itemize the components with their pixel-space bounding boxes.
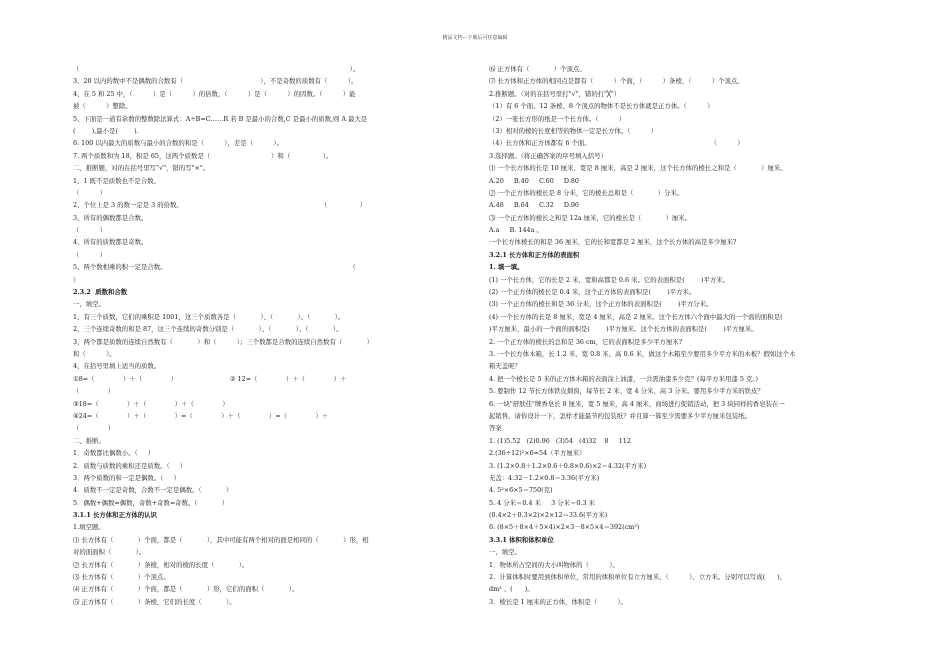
right-text-line: （3）相对的棱的长度相等的物体一定是长方体。（ ） [489,126,658,135]
left-text-line: ⑸ 正方体有（ ）条棱，它们的长度（ ）。 [73,597,236,606]
left-text-line: （ ） [73,250,107,259]
left-text-line: 2、三个连续奇数的和是 87，这三个连续的奇数分别是（ ）、（ ）、（ ）。 [73,325,343,334]
left-text-line: ④24=（ ）＋（ ）=（ ）＋（ ）=（ ）＋ [73,411,329,420]
right-text-line: )平方厘米，最小的一个面的面积是( )平方厘米。这个长方体的表面积是( )平方厘米。 [489,325,758,334]
right-text-line: 3. 一个长方体木箱，长 1.2 米、宽 0.8 米、高 0.6 米，做这个木箱至少要用多少平方米的木板？假如这个木 [489,349,796,358]
right-text-line: （4）长方体和正方体都有 6 个面。 （ ） [489,139,744,148]
left-text-line: ⑷ 正方体有（ ）个面，都是（ ）形，它们的面积（ ）。 [73,585,299,594]
right-text-line: ⑴ 一个长方体的长是 10 厘米，宽是 8 厘米，高是 2 厘米，这个长方体的棱长之和是（ ）厘米。 [489,164,787,173]
right-text-line: 3.选择题。（将正确答案的序号填入括号） [489,151,607,160]
left-text-line: 5．偶数+偶数=偶数，奇数+奇数=奇数。（ ） [73,498,229,507]
right-text-line: ⑺ 长方体和正方体的相同点是都有（ ）个面，（ ）条棱，（ ）个顶点。 [489,77,744,86]
right-text-line: （1）有 6 个面、12 条棱、8 个顶点的物体不是长方体就是正方体。（ ） [489,102,714,111]
right-text-line: 1. 填一填。 [489,263,524,272]
right-text-line: 3．棱长是 1 厘米的正方体，体积是（ ）。 [489,597,627,606]
left-text-line: 4．质数不一定是奇数，合数不一定是偶数。（ ） [73,486,233,495]
left-text-line: 和（ ）。 [73,349,116,358]
left-text-line: 二、推断。 [73,436,105,445]
left-text-line: ⑴ 长方体有（ ）个面，都是（ ），其中可能有两个相对的面是相同的（ ）形，相 [73,535,369,544]
right-text-line: 4. 把一个棱长是 5 米的正方体木箱的表面涂上油漆，一共需油漆多少克？(每平方米用漆 5 克。) [489,374,759,383]
left-text-line: 2、个位上是 3 的数一定是 3 的倍数。 （ ） [73,201,367,210]
right-text-line: 一个长方体棱长的和是 36 厘米，它的长和宽都是 2 厘米，这个长方体的高是多少厘米? [489,238,737,247]
left-text-line: 1．奇数都比偶数小。（ ） [73,449,155,458]
right-text-line: 2. 一个正方体的棱长的总和是 36 cm，它的表面积是多少平方厘米? [489,337,683,346]
right-text-line: 2.推断题。（对的在括号里打"√"，错的打"╳"） [489,89,621,98]
right-text-line: 一、填空。 [489,548,521,557]
right-text-line: 2．计算体积时要用到体积单位，常用的体积单位有立方厘米、（ ）、立方米。分别可以写成( )、 [489,573,787,582]
right-text-line: (3) 一个正方体的棱长和是 36 分米，这个正方体的表面积是( )平方分米。 [489,300,713,309]
right-text-line: A.a B. 144a 。 [489,226,543,235]
right-text-line: 1. (1)5.52 (2)0.96 (3)54 (4)32 8 112 [489,436,631,445]
left-text-line: 2.3.2 质数和合数 [73,288,128,297]
right-text-line: 5. 要制作 12 节长方体铁皮烟囱，每节长 2 米、宽 4 分米、高 3 分米。要用多少平方米的铁皮？ [489,387,764,396]
right-text-line: (2) 一个正方体的棱长是 0.4 米，这个正方体的表面积是( )平方米。 [489,288,696,297]
right-text-line: dm³ 、( )。 [489,585,534,594]
left-text-line: 对的面面积（ ）。 [73,548,146,557]
right-text-line: A.48 B.64 C.32 D.96 [489,201,579,210]
left-text-line: 4、在括号里填上适当的质数。 [73,362,161,371]
left-text-line: 3、两个都是质数的连续自然数有（ ）和（ ）；三个数都是合数的连续自然数有（ ） [73,337,373,346]
right-text-line: A.20 B.40 C.60 D.80 [489,176,579,185]
right-text-line: (4) 一个长方体的长是 8 厘米，宽是 4 厘米，高是 2 厘米。这个长方体六个面中最大的一个面的面积是( [489,312,783,321]
left-text-line: ③18=（ ）＋（ ）＋（ ） [73,399,229,408]
page-header: 精品文档---下载后可任意编辑 [442,35,508,41]
left-column [73,63,468,608]
right-text-line: 3.3.1 体积和体积单位 [489,535,554,544]
right-text-line: (1) 一个长方体，它的长是 2 米，宽和高都是 0.6 米。它的表面积是( )平方米。 [489,275,730,284]
left-text-line: 1、有三个质数，它们的乘积是 1001，这三个质数各是（ ）、（ ）、（ ）。 [73,312,345,321]
right-text-line: 4. 5²×6×5＝750(克) [489,486,553,495]
left-text-line: 3、所有的偶数都是合数。 [73,213,148,222]
left-text-line: 3、20 以内的数中不是偶数的合数有（ ），不是奇数的质数有（ ）。 [73,77,358,86]
left-text-line: ( ),最小是( ). [73,126,139,135]
left-text-line: 6. 100 以内最大的质数与最小的合数的和是（ ），差是（ ）。 [73,139,283,148]
left-text-line: 3.1.1 长方体和正方体的认识 [73,511,157,520]
right-text-line: 无盖：4.32－1.2×0.8＝3.36(平方米) [489,473,600,482]
left-text-line: 5、下面是一道有余数的整数除法算式：A÷B=C……R 若 B 是最小的合数,C 是最小的质数,则 A 最大是 [73,114,368,123]
right-text-line: (0.4×2＋0.3×2)×2×12＝33.6(平方米) [489,511,608,520]
right-text-line: 6. 一块"舒肤佳"牌香皂长 8 厘米，宽 5 厘米，高 4 厘米，商场进行促销活动，把 3 块同样的香皂装在一 [489,399,785,408]
right-text-line: 箱无盖呢？ [489,362,521,371]
left-text-line: （ ） [73,188,107,197]
right-text-line: 5. 4 分米＝0.4 米 3 分米＝0.3 米 [489,498,595,507]
left-text-line: （ ） [73,424,115,433]
right-text-line: ⑵ 一个正方体的棱长是 8 分米，它的棱长总和是（ ）分米。 [489,188,684,197]
left-text-line: 2．质数与质数的乘积还是质数。（ ） [73,461,187,470]
right-column [489,63,884,608]
left-text-line: 1.填空题。 [73,523,105,532]
left-text-line: （ ） [73,226,107,235]
left-text-line: （ ）。 [73,65,360,73]
left-text-line: 4、所有的质数都是奇数。 [73,238,148,247]
right-text-line: ⑹ 正方体有（ ）个顶点。 [489,65,586,73]
left-text-line: 二、推断题，对的在括号里写"√"，错的写"×"。 [73,164,210,173]
left-text-line: 7. 两个质数和为 18，积是 65，这两个质数是（ ）和（ ）。 [73,151,333,160]
right-text-line: 3.2.1 长方体和正方体的表面积 [489,250,580,259]
left-text-line: 一、填空。 [73,300,105,309]
right-text-line: （2）一张长方形的纸是一个长方体。（ ） [489,114,626,123]
left-text-line: （ ） [73,387,115,396]
right-text-line: ⑶ 一个正方体的棱长之和是 12a 厘米，它的棱长是（ ）厘米。 [489,213,692,222]
left-text-line: 5、两个数相乘的积一定是合数。 （ [73,263,356,272]
left-text-line: 1、1 既不是质数也不是合数。 [73,176,160,185]
left-text-line: ①8=（ ）＋（ ） ② 12=（ ）＋（ ）＋ [73,374,347,383]
right-text-line: 起销售。请你设计一下，怎样才能最节约包装纸？并且算一算至少需要多少平方厘米包装纸。 [489,411,752,420]
left-text-line: 3．两个质数的和一定是偶数。（ ） [73,473,180,482]
right-text-line: 3. (1.2×0.8＋1.2×0.6＋0.8×0.6)×2＝4.32(平方米) [489,461,647,470]
left-text-line: ⑵ 长方体有（ ）条棱，相对的棱的长度（ ）。 [73,560,249,569]
left-text-line: 4、在 5 和 25 中，（ ）是（ ）的倍数，（ ）是（ ）的因数。（ ）能 [73,89,356,98]
right-text-line: 1．物体所占空间的大小叫物体的（ ）。 [489,560,619,569]
right-text-line: 2.(36÷12)²×6=54（平方厘米） [489,449,586,458]
left-text-line: ⑶ 长方体有（ ）个顶点。 [73,573,170,582]
right-text-line: 6. (8×5＋8×4＋5×4)×2×3－8×5×4＝392(cm²) [489,523,640,532]
right-text-line: 答案 [489,424,502,433]
left-text-line: ） [73,275,80,284]
left-text-line: 被（ ）整除。 [73,102,132,111]
